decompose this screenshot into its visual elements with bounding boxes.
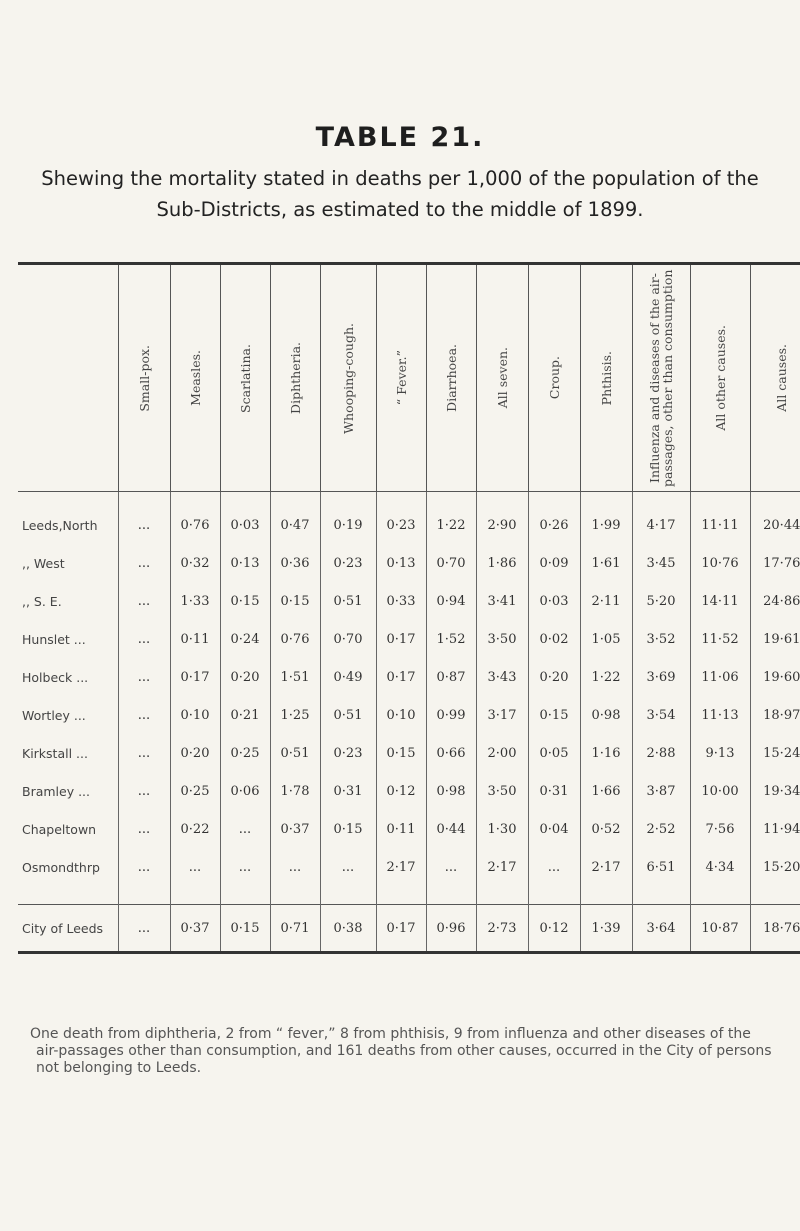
row-label: Hunslet ... (22, 631, 86, 647)
total-cell: 18·76 (750, 905, 800, 953)
table-cell: 1·22 (426, 492, 476, 545)
table-cell: ... (270, 848, 320, 886)
total-cell: 0·17 (376, 905, 426, 953)
row-label: Bramley ... (22, 783, 91, 799)
table-cell: 0·76 (270, 620, 320, 658)
table-cell: 3·69 (632, 658, 690, 696)
header-cell-subdistrict (18, 264, 118, 492)
spacer-row (18, 886, 800, 905)
footnote (30, 1026, 775, 1077)
table-cell: 3·43 (476, 658, 528, 696)
total-cell: 10·87 (690, 905, 750, 953)
table-cell: 0·23 (320, 734, 376, 772)
table-cell: 2·52 (632, 810, 690, 848)
table-cell: 0·22 (170, 810, 220, 848)
row-label: Leeds,North (22, 517, 98, 533)
table-cell: 11·94 (750, 810, 800, 848)
total-cell: 2·73 (476, 905, 528, 953)
table-cell: ... (118, 810, 170, 848)
table-cell: 9·13 (690, 734, 750, 772)
column-header-label: Croup. (546, 356, 562, 400)
table-cell: 15·20 (750, 848, 800, 886)
table-cell: 1·16 (580, 734, 632, 772)
table-cell: 0·20 (220, 658, 270, 696)
total-label: City of Leeds (18, 905, 118, 953)
table-row (18, 582, 800, 620)
table-cell: 1·52 (426, 620, 476, 658)
table-cell: 0·15 (270, 582, 320, 620)
table-cell: 0·70 (320, 620, 376, 658)
row-label: Kirkstall ... (22, 745, 88, 761)
table-cell: 3·17 (476, 696, 528, 734)
table-cell: 0·11 (170, 620, 220, 658)
header-cell (220, 264, 270, 492)
column-header-label: All seven. (494, 347, 510, 409)
table-cell: 1·51 (270, 658, 320, 696)
spacer-cell (170, 886, 220, 905)
table-cell: 0·11 (376, 810, 426, 848)
column-header-label: Small-pox. (136, 344, 152, 412)
table-cell: 0·17 (376, 658, 426, 696)
table-cell: ... (220, 810, 270, 848)
spacer-cell (528, 886, 580, 905)
table-body (18, 492, 800, 953)
spacer-cell (376, 886, 426, 905)
table-cell: 0·66 (426, 734, 476, 772)
row-label: Wortley ... (22, 707, 86, 723)
header-cell (270, 264, 320, 492)
table-cell: 0·05 (528, 734, 580, 772)
table-cell: 0·31 (528, 772, 580, 810)
table-cell: 17·76 (750, 544, 800, 582)
column-header-label: Phthisis. (598, 350, 614, 406)
table-cell: 7·56 (690, 810, 750, 848)
table-cell: ... (426, 848, 476, 886)
table-cell: 1·61 (580, 544, 632, 582)
table-cell: 0·10 (170, 696, 220, 734)
table-row (18, 810, 800, 848)
table-subtitle: Shewing the mortality stated in deaths per 1,000 of the population of the Sub-Districts, as estimated to the middle of 1899. (41, 167, 759, 221)
table-cell: 0·10 (376, 696, 426, 734)
table-cell: 3·54 (632, 696, 690, 734)
table-cell: 0·44 (426, 810, 476, 848)
table-cell: 1·33 (170, 582, 220, 620)
table-cell: 0·32 (170, 544, 220, 582)
column-header-label: All other causes. (712, 325, 728, 431)
spacer-cell (320, 886, 376, 905)
table-cell: ... (320, 848, 376, 886)
table-cell: ... (118, 658, 170, 696)
table-cell: 0·13 (376, 544, 426, 582)
table-cell: ... (528, 848, 580, 886)
column-header-label: Diphtheria. (287, 342, 303, 414)
table-cell: 1·30 (476, 810, 528, 848)
row-label: Chapeltown (22, 821, 97, 837)
table-cell: 3·50 (476, 772, 528, 810)
table-cell: 3·52 (632, 620, 690, 658)
table-cell: 0·04 (528, 810, 580, 848)
header-cell (118, 264, 170, 492)
table-cell: 15·24 (750, 734, 800, 772)
table-cell: 14·11 (690, 582, 750, 620)
table-cell: 0·47 (270, 492, 320, 545)
table-cell: 0·76 (170, 492, 220, 545)
table-cell: 3·50 (476, 620, 528, 658)
table-cell: 0·03 (528, 582, 580, 620)
table-cell: ... (118, 848, 170, 886)
table-cell: ... (118, 734, 170, 772)
spacer-cell (476, 886, 528, 905)
spacer-cell (580, 886, 632, 905)
table-cell: 5·20 (632, 582, 690, 620)
total-row (18, 905, 800, 953)
table-cell: ... (118, 696, 170, 734)
mortality-table-container (18, 262, 800, 954)
table-cell: ... (118, 544, 170, 582)
footnote-text: One death from diphtheria, 2 from “ fever,” 8 from phthisis, 9 from influenza and other diseases of the air-passages other than consumption, and 161 deaths from other causes, occurred in the City of persons not belonging to Leeds. (30, 1026, 772, 1076)
table-cell: 0·09 (528, 544, 580, 582)
header-cell (170, 264, 220, 492)
table-cell: 0·23 (320, 544, 376, 582)
spacer-cell (118, 886, 170, 905)
table-cell: 3·41 (476, 582, 528, 620)
column-header-label: Scarlatina. (237, 343, 253, 413)
spacer-cell (632, 886, 690, 905)
header-cell (580, 264, 632, 492)
table-cell: 2·17 (476, 848, 528, 886)
table-cell: 4·34 (690, 848, 750, 886)
table-cell: ... (220, 848, 270, 886)
total-cell: 0·15 (220, 905, 270, 953)
table-row (18, 734, 800, 772)
table-cell: 19·60 (750, 658, 800, 696)
table-cell: ... (118, 620, 170, 658)
spacer-cell (270, 886, 320, 905)
header-cell (750, 264, 800, 492)
table-cell: 0·17 (170, 658, 220, 696)
table-cell: 0·15 (220, 582, 270, 620)
table-cell: 0·13 (220, 544, 270, 582)
table-cell: 0·31 (320, 772, 376, 810)
table-cell: 0·49 (320, 658, 376, 696)
table-row (18, 620, 800, 658)
table-row (18, 772, 800, 810)
table-cell: 0·52 (580, 810, 632, 848)
table-cell: 4·17 (632, 492, 690, 545)
table-cell: 24·86 (750, 582, 800, 620)
table-cell: 0·25 (170, 772, 220, 810)
table-cell: 11·13 (690, 696, 750, 734)
row-label: Holbeck ... (22, 669, 89, 685)
header-cell (476, 264, 528, 492)
header-row (18, 264, 800, 492)
table-row (18, 544, 800, 582)
total-cell: 3·64 (632, 905, 690, 953)
table-cell: 3·45 (632, 544, 690, 582)
table-cell: 0·98 (426, 772, 476, 810)
total-cell: 0·71 (270, 905, 320, 953)
table-cell: ... (118, 772, 170, 810)
table-row (18, 492, 800, 545)
table-cell: 10·76 (690, 544, 750, 582)
table-cell: 0·19 (320, 492, 376, 545)
table-cell: 0·25 (220, 734, 270, 772)
row-label: Osmondthrp (22, 859, 100, 875)
row-label: ,, West (22, 555, 65, 571)
table-cell: 19·61 (750, 620, 800, 658)
column-header-label: Influenza and diseases of the air-passages, other than consumption (647, 269, 675, 487)
table-cell: 11·06 (690, 658, 750, 696)
table-cell: 0·17 (376, 620, 426, 658)
table-cell: 0·70 (426, 544, 476, 582)
table-cell: 0·36 (270, 544, 320, 582)
table-cell: 0·87 (426, 658, 476, 696)
column-header-label: Diarrhoea. (443, 344, 459, 412)
header-cell (528, 264, 580, 492)
table-cell: 1·05 (580, 620, 632, 658)
table-cell: 2·17 (580, 848, 632, 886)
table-cell: 18·97 (750, 696, 800, 734)
table-cell: 1·22 (580, 658, 632, 696)
table-cell: 0·51 (320, 582, 376, 620)
table-cell: 10·00 (690, 772, 750, 810)
table-cell: 0·94 (426, 582, 476, 620)
table-cell: 0·51 (320, 696, 376, 734)
table-cell: 2·11 (580, 582, 632, 620)
table-cell: 0·20 (528, 658, 580, 696)
header-cell (690, 264, 750, 492)
total-cell: 0·12 (528, 905, 580, 953)
table-cell: 0·33 (376, 582, 426, 620)
table-cell: 2·00 (476, 734, 528, 772)
table-cell: 0·03 (220, 492, 270, 545)
table-cell: 1·99 (580, 492, 632, 545)
table-cell: 0·37 (270, 810, 320, 848)
table-cell: 1·66 (580, 772, 632, 810)
spacer-cell (426, 886, 476, 905)
spacer-cell (750, 886, 800, 905)
total-cell: 0·37 (170, 905, 220, 953)
header-cell (632, 264, 690, 492)
table-cell: 0·26 (528, 492, 580, 545)
total-cell: 0·96 (426, 905, 476, 953)
table-cell: 6·51 (632, 848, 690, 886)
table-cell: 0·15 (376, 734, 426, 772)
table-cell: 0·24 (220, 620, 270, 658)
mortality-table (18, 262, 800, 954)
table-cell: 0·02 (528, 620, 580, 658)
header-cell (426, 264, 476, 492)
column-header-label: “ Fever.” (393, 350, 409, 406)
total-cell: 1·39 (580, 905, 632, 953)
table-cell: 0·23 (376, 492, 426, 545)
table-cell: 0·06 (220, 772, 270, 810)
spacer-cell (690, 886, 750, 905)
table-cell: 0·21 (220, 696, 270, 734)
column-header-label: Whooping-cough. (340, 322, 356, 434)
spacer-cell (220, 886, 270, 905)
table-cell: 0·20 (170, 734, 220, 772)
row-label: ,, S. E. (22, 593, 62, 609)
table-cell: 0·51 (270, 734, 320, 772)
table-cell: 3·87 (632, 772, 690, 810)
table-cell: ... (118, 492, 170, 545)
table-cell: 0·15 (320, 810, 376, 848)
table-row (18, 658, 800, 696)
table-cell: 2·88 (632, 734, 690, 772)
table-cell: 1·86 (476, 544, 528, 582)
header-cell (376, 264, 426, 492)
table-cell: 2·90 (476, 492, 528, 545)
table-cell: 1·25 (270, 696, 320, 734)
table-cell: 0·98 (580, 696, 632, 734)
header-cell (320, 264, 376, 492)
spacer-cell (18, 886, 118, 905)
table-cell: 1·78 (270, 772, 320, 810)
table-cell: ... (118, 582, 170, 620)
table-title: TABLE 21. (315, 122, 485, 153)
column-header-label: All causes. (774, 344, 790, 412)
table-cell: 0·99 (426, 696, 476, 734)
table-cell: 11·52 (690, 620, 750, 658)
table-cell: 19·34 (750, 772, 800, 810)
total-cell: 0·38 (320, 905, 376, 953)
column-header-label: Measles. (187, 350, 203, 406)
table-cell: ... (170, 848, 220, 886)
total-cell: ... (118, 905, 170, 953)
table-row (18, 696, 800, 734)
table-cell: 20·44 (750, 492, 800, 545)
table-cell: 2·17 (376, 848, 426, 886)
table-cell: 0·12 (376, 772, 426, 810)
table-cell: 0·15 (528, 696, 580, 734)
table-row (18, 848, 800, 886)
table-cell: 11·11 (690, 492, 750, 545)
